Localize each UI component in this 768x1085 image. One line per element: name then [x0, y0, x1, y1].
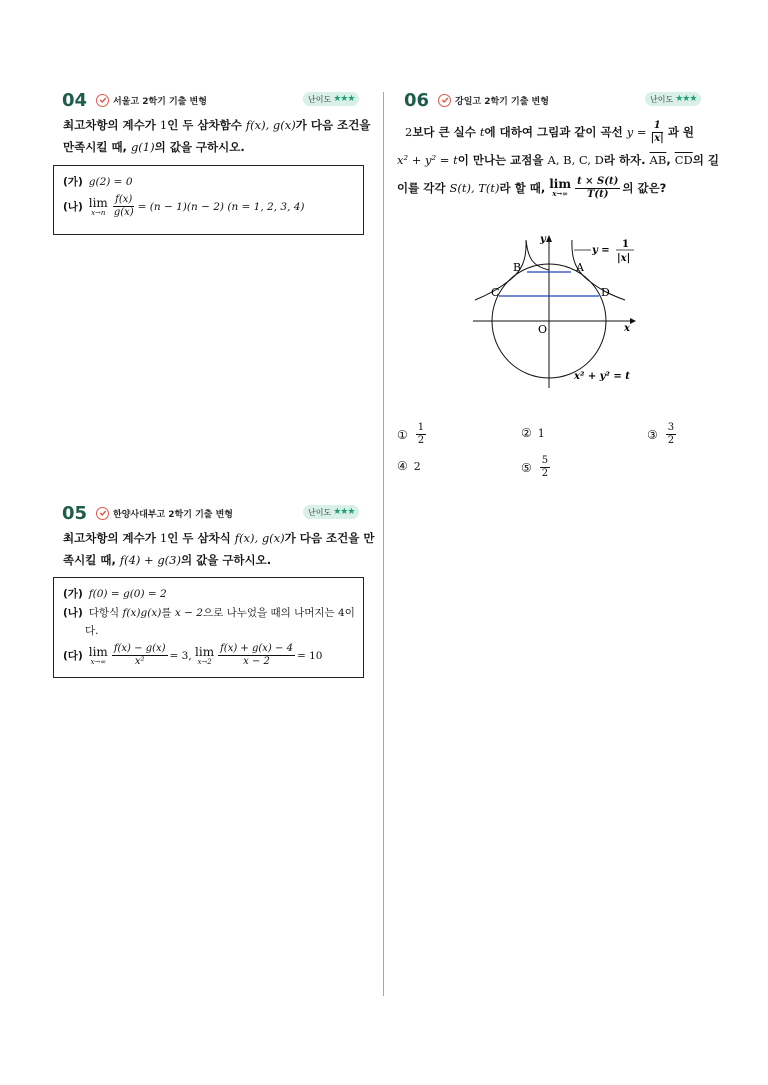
text-segment: 최고차항의 계수가	[63, 531, 156, 545]
limit-symbol	[549, 178, 571, 198]
choice-number: ④	[397, 459, 408, 473]
check-icon	[438, 94, 451, 107]
curve-label-den: |x|	[617, 253, 631, 264]
conditions-box	[53, 165, 364, 235]
math-segment: y =	[626, 125, 647, 139]
denominator: 2	[667, 435, 675, 446]
circle-hyperbola-figure	[470, 228, 650, 393]
text-segment: 만족시킬 때,	[63, 140, 127, 154]
text-segment: 에 대하여 그림과 같이 곡선	[484, 125, 623, 139]
lim-sub: x→2	[197, 657, 212, 666]
text-segment: 이	[344, 607, 355, 619]
lim-text: lim	[549, 177, 572, 191]
difficulty-label: 난이도	[308, 94, 332, 104]
text-segment: 의 길	[692, 153, 719, 167]
condition-math: = (n − 1)(n − 2) (n = 1, 2, 3, 4)	[137, 200, 305, 213]
denominator: x − 2	[243, 656, 270, 667]
question-header	[62, 503, 233, 523]
difficulty-label: 난이도	[308, 507, 332, 517]
lim-sub: x→n	[91, 208, 106, 217]
condition-math: g(2) = 0	[88, 175, 133, 188]
text-segment: 과 원	[667, 125, 695, 139]
condition-da	[63, 643, 322, 668]
condition-ga	[63, 174, 133, 189]
choice-value: 1	[537, 426, 545, 440]
math-segment: x − 2	[174, 606, 203, 619]
label-b: B	[513, 261, 522, 274]
math-segment: 1	[159, 531, 168, 545]
question-source: 한양사대부고 2학기 기출 변형	[113, 509, 233, 520]
choice-number: ②	[521, 426, 532, 440]
question-number: 05	[62, 502, 88, 524]
choice-5[interactable]	[521, 455, 552, 480]
circle-label: x² + y² = t	[574, 371, 630, 382]
text-segment: 의 값을 구하시오.	[154, 140, 245, 154]
fraction	[112, 643, 168, 668]
numerator: 1	[417, 422, 425, 433]
denominator: x²	[134, 656, 145, 667]
arc-label: $\overline{CD}$	[674, 153, 693, 167]
choice-number: ⑤	[521, 460, 532, 475]
difficulty-badge	[303, 505, 359, 519]
math-segment: 2	[405, 125, 413, 139]
text-segment: 를	[161, 607, 172, 619]
text-segment: 족시킬 때,	[63, 553, 116, 567]
condition-label: (나)	[63, 201, 83, 213]
limit-symbol	[89, 197, 108, 217]
label-c: C	[491, 286, 500, 299]
choice-value: 2	[413, 459, 421, 473]
question-source: 강일고 2학기 기출 변형	[455, 96, 549, 107]
text-segment: 가 다음 조건을	[295, 118, 371, 132]
fraction	[218, 643, 295, 668]
lim-text: lim	[195, 644, 215, 659]
fraction	[540, 455, 550, 480]
condition-label: (가)	[63, 176, 83, 188]
difficulty-label: 난이도	[650, 94, 674, 104]
difficulty-badge	[303, 92, 359, 106]
difficulty-badge	[645, 92, 701, 106]
denominator: T(t)	[586, 188, 609, 200]
check-icon	[96, 507, 109, 520]
numerator: f(x)	[115, 194, 133, 205]
condition-label: (가)	[63, 588, 83, 600]
lim-sub: x→∞	[90, 657, 107, 666]
choice-number: ③	[647, 427, 658, 442]
label-x: x	[624, 323, 630, 334]
math-segment: f(4) + g(3)	[119, 553, 181, 567]
text-segment: 이를 각각	[397, 181, 446, 195]
question-text	[63, 114, 375, 158]
column-divider	[383, 92, 384, 996]
denominator: 2	[417, 435, 425, 446]
lim-text: lim	[88, 195, 108, 210]
math-segment: f(x), g(x)	[245, 118, 296, 132]
condition-label: (다)	[63, 650, 83, 662]
condition-math: f(0) = g(0) = 2	[88, 587, 167, 600]
condition-ga	[63, 586, 167, 601]
text-segment: 다항식	[88, 607, 120, 619]
question-header	[62, 90, 207, 110]
denominator: g(x)	[113, 207, 134, 218]
condition-na	[63, 194, 305, 219]
text-segment: 인 두 삼차식	[167, 531, 231, 545]
fraction	[666, 422, 676, 447]
text-segment: 의 값을 구하시오.	[180, 553, 272, 567]
label-a: A	[576, 261, 584, 274]
choice-3[interactable]	[647, 422, 678, 447]
question-header	[404, 90, 549, 110]
curve-label-y: y =	[592, 245, 610, 256]
lim-text: lim	[88, 644, 108, 659]
label-d: D	[601, 286, 610, 299]
limit-symbol	[89, 646, 108, 666]
difficulty-stars: ★★★	[333, 507, 355, 517]
fraction	[416, 422, 426, 447]
text-segment: 인 두 삼차함수	[167, 118, 242, 132]
check-icon	[96, 94, 109, 107]
fraction	[649, 120, 666, 145]
math-segment: 4	[338, 606, 345, 619]
condition-math: = 3,	[169, 649, 192, 662]
question-text: 2 보다 큰 실수 t 에 대하여 그림과 같이 곡선 y = $\frac{1}{|x|}$ 과 원 x² + y² = t 이 만나는 교점을 A, B, C, D 라 하자. $\overline{AB}$ , $\overline{CD}$ 의 길 이를 각각 S(t), T(t) 라 할 때, lim x→∞ $\frac{t \times S(t)}{T(t)}$ 의 값은?	[397, 118, 722, 202]
choice-4[interactable]	[397, 459, 421, 473]
condition-math: = 10	[296, 649, 323, 662]
difficulty-stars: ★★★	[675, 94, 697, 104]
numerator: t × S(t)	[577, 175, 619, 187]
question-source: 서울고 2학기 기출 변형	[113, 96, 207, 107]
text-segment: 라 할 때,	[499, 181, 546, 195]
curve-label-num: 1	[622, 239, 629, 250]
question-text	[63, 527, 375, 571]
choice-2[interactable]	[521, 426, 545, 440]
math-segment: x² + y² = t	[397, 153, 458, 167]
conditions-box	[53, 577, 364, 678]
fraction	[112, 194, 136, 219]
text-segment: 가 다음 조건을 만	[284, 531, 375, 545]
limit-symbol	[195, 646, 214, 666]
question-number: 04	[62, 89, 88, 111]
denominator: |x|	[650, 132, 664, 144]
difficulty-stars: ★★★	[333, 94, 355, 104]
question-number: 06	[404, 89, 430, 111]
text-segment: 라 하자.	[603, 153, 646, 167]
denominator: 2	[541, 468, 549, 479]
math-segment: S(t), T(t)	[449, 181, 500, 195]
numerator: f(x) + g(x) − 4	[220, 643, 293, 654]
numerator: 5	[541, 455, 549, 466]
math-segment: f(x), g(x)	[234, 531, 285, 545]
fraction	[575, 176, 620, 201]
label-y: y	[540, 234, 546, 245]
text-segment: 최고차항의 계수가	[63, 118, 156, 132]
numerator: f(x) − g(x)	[113, 643, 166, 654]
text-segment: 보다 큰 실수	[412, 125, 476, 139]
math-segment: t	[479, 125, 485, 139]
text-segment: 다.	[85, 625, 99, 637]
lim-sub: x→∞	[552, 189, 569, 198]
condition-label: (나)	[63, 607, 83, 619]
choice-1[interactable]	[397, 422, 428, 447]
math-segment: f(x)g(x)	[122, 606, 162, 619]
x-axis-arrow	[630, 318, 636, 324]
math-segment: A, B, C, D	[547, 153, 604, 167]
choice-number: ①	[397, 427, 408, 442]
arc-label: $\overline{AB}$	[649, 153, 667, 167]
condition-na-continued	[85, 623, 98, 638]
math-segment: 1	[159, 118, 168, 132]
text-segment: 의 값은?	[622, 181, 667, 195]
text-segment: 이 만나는 교점을	[457, 153, 544, 167]
text-segment: 으로 나누었을 때의 나머지는	[202, 607, 335, 619]
numerator: 3	[667, 422, 675, 433]
label-origin: O	[538, 323, 548, 336]
math-segment: g(1)	[130, 140, 155, 154]
numerator: 1	[653, 119, 661, 131]
y-axis-arrow	[546, 235, 552, 242]
condition-na	[63, 605, 355, 620]
